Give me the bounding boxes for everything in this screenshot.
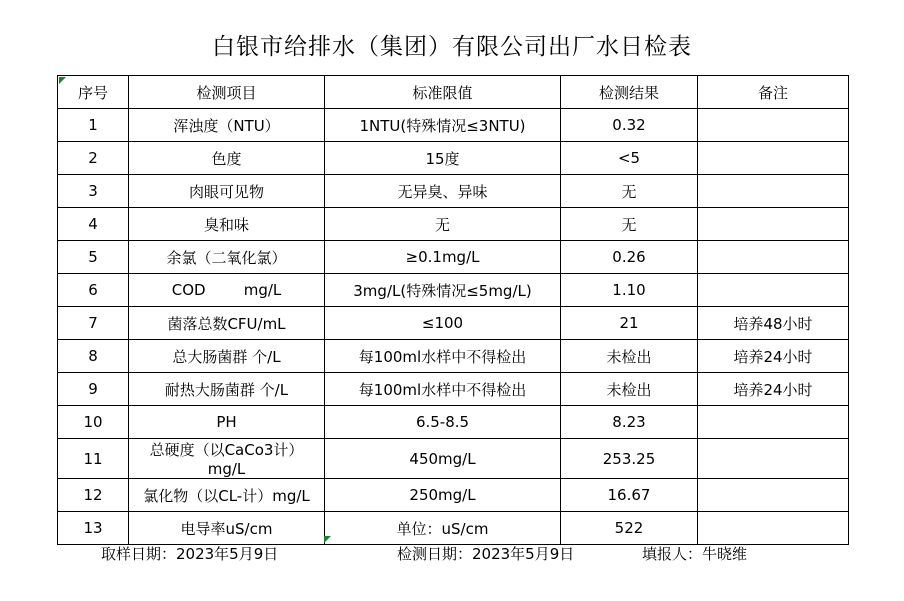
cell-standard: ≥0.1mg/L (325, 241, 561, 274)
header-item: 检测项目 (129, 76, 325, 109)
cell-standard: 每100ml水样中不得检出 (325, 340, 561, 373)
cell-item: 耐热大肠菌群 个/L (129, 373, 325, 406)
handle-marker-icon (324, 536, 331, 543)
cell-result: 无 (561, 208, 698, 241)
cell-result: 21 (561, 307, 698, 340)
header-standard: 标准限值 (325, 76, 561, 109)
header-result: 检测结果 (561, 76, 698, 109)
cell-result: 未检出 (561, 373, 698, 406)
cell-seq: 1 (58, 109, 129, 142)
footer (0, 543, 904, 563)
cell-item: 臭和味 (129, 208, 325, 241)
cell-item: 余氯（二氧化氯） (129, 241, 325, 274)
table-row (58, 241, 849, 274)
cell-result: <5 (561, 142, 698, 175)
table-row (58, 512, 849, 545)
cell-remark: 培养24小时 (698, 340, 849, 373)
table-row (58, 109, 849, 142)
cell-seq: 8 (58, 340, 129, 373)
cell-item: 浑浊度（NTU） (129, 109, 325, 142)
table-row (58, 307, 849, 340)
table-row (58, 340, 849, 373)
cell-standard: 6.5-8.5 (325, 406, 561, 439)
cell-item: 电导率uS/cm (129, 512, 325, 545)
cell-remark (698, 109, 849, 142)
sampling-date: 取样日期：2023年5月9日 (101, 545, 279, 563)
cell-result: 未检出 (561, 340, 698, 373)
cell-standard: 无 (325, 208, 561, 241)
cell-standard: 250mg/L (325, 479, 561, 512)
cell-seq: 2 (58, 142, 129, 175)
cell-standard: 单位：uS/cm (325, 512, 561, 545)
test-date: 检测日期：2023年5月9日 (397, 545, 575, 563)
table-body (58, 109, 849, 545)
table-row (58, 479, 849, 512)
cell-remark (698, 406, 849, 439)
cell-seq: 5 (58, 241, 129, 274)
cell-standard: 15度 (325, 142, 561, 175)
table-row (58, 406, 849, 439)
table-header-row (58, 76, 849, 109)
cell-item: PH (129, 406, 325, 439)
cell-standard: 3mg/L(特殊情况≤5mg/L) (325, 274, 561, 307)
cell-standard: 每100ml水样中不得检出 (325, 373, 561, 406)
cell-item: 肉眼可见物 (129, 175, 325, 208)
cell-item: 菌落总数CFU/mL (129, 307, 325, 340)
table-row (58, 142, 849, 175)
cell-standard: 1NTU(特殊情况≤3NTU) (325, 109, 561, 142)
header-seq: 序号 (58, 76, 129, 109)
table-row (58, 439, 849, 479)
cell-seq: 6 (58, 274, 129, 307)
cell-remark (698, 274, 849, 307)
reporter: 填报人：牛晓维 (642, 545, 748, 563)
cell-item: COD mg/L (129, 274, 325, 307)
cell-item: 氯化物（以CL-计）mg/L (129, 479, 325, 512)
cell-seq: 12 (58, 479, 129, 512)
cell-item: 总大肠菌群 个/L (129, 340, 325, 373)
cell-seq: 3 (58, 175, 129, 208)
cell-result: 522 (561, 512, 698, 545)
header-remark: 备注 (698, 76, 849, 109)
cell-seq: 10 (58, 406, 129, 439)
cell-remark (698, 175, 849, 208)
cell-seq: 4 (58, 208, 129, 241)
cell-remark (698, 208, 849, 241)
cell-seq: 13 (58, 512, 129, 545)
cell-result: 0.26 (561, 241, 698, 274)
cell-remark: 培养48小时 (698, 307, 849, 340)
cell-remark (698, 241, 849, 274)
cell-remark (698, 142, 849, 175)
table-row (58, 208, 849, 241)
cell-result: 253.25 (561, 439, 698, 479)
cell-seq: 9 (58, 373, 129, 406)
cell-remark: 培养24小时 (698, 373, 849, 406)
cell-remark (698, 439, 849, 479)
cell-seq: 11 (58, 439, 129, 479)
cell-item: 色度 (129, 142, 325, 175)
cell-result: 1.10 (561, 274, 698, 307)
cell-result: 无 (561, 175, 698, 208)
table-row (58, 373, 849, 406)
cell-item: 总硬度（以CaCo3计）mg/L (129, 439, 325, 479)
cell-result: 0.32 (561, 109, 698, 142)
cell-seq: 7 (58, 307, 129, 340)
cell-standard: ≤100 (325, 307, 561, 340)
page-title: 白银市给排水（集团）有限公司出厂水日检表 (212, 34, 692, 60)
cell-remark (698, 512, 849, 545)
cell-standard: 450mg/L (325, 439, 561, 479)
cell-standard: 无异臭、异味 (325, 175, 561, 208)
table-row (58, 175, 849, 208)
cell-remark (698, 479, 849, 512)
table-row (58, 274, 849, 307)
cell-result: 16.67 (561, 479, 698, 512)
inspection-table (57, 75, 849, 545)
cell-result: 8.23 (561, 406, 698, 439)
